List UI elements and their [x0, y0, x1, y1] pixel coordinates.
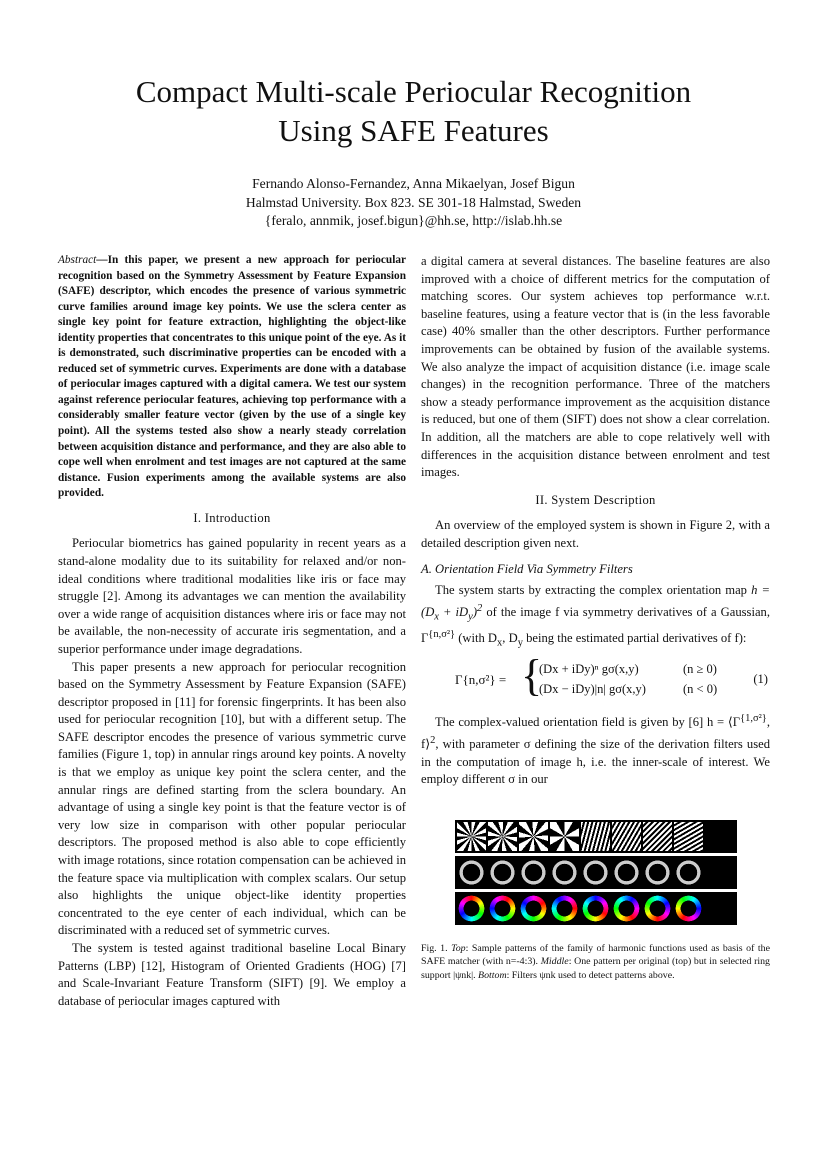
abstract-text: —In this paper, we present a new approach for periocular recognition based on the Symmetry Assessment by Feature Expansion (SAFE) descriptor, which encodes the presence of various symmetric curve families around image key points. We use the sclera center as single key point for feature extraction, highlighting the object-like identity properties that concentrates to this unique point of the eye. As it is demonstrated, such discriminative properties can be encoded with a reduced set of symmetric curves. Experiments are done with a database of periocular images captured with a digital camera. We test our system against reference periocular features, achieving top performance with a considerably smaller feature vector (given by the use of a single key point). All the systems tested also show a nearly steady correlation between acquisition distance and performance, and they are also able to cope well when enrolment and test images are not captured at the same distance. Fusion experiments among the available systems are also provided.	[58, 254, 406, 500]
equation-condition-1: (n ≥ 0)	[683, 662, 717, 677]
author-names: Fernando Alonso-Fernandez, Anna Mikaelyan, Josef Bigun	[252, 176, 575, 191]
intro-paragraph-3-continued: a digital camera at several distances. The baseline features are also improved with a choice of different metrics for the computation of matching scores. Our system achieves top performance w.r.t. baseline features, using a feature vector that is (in the less favorable case) 40% smaller than the other descriptors. Further performance improvements can be obtained by fusion of the available systems. We also analyze the impact of acquisition distance (i.e. image scale changes) in the recognition performance. Three of the matchers show a steady performance improvement as the acquisition distance is reduced, but one of them (SIFT) does not show a clear correlation. In addition, all the matchers are able to cope relatively well with differences in the acquisition distance between enrolment and test images.	[421, 254, 770, 480]
section-heading-introduction: I. Introduction	[193, 510, 271, 525]
section-heading-system-description: II. System Description	[535, 492, 656, 507]
paper-title	[60, 72, 767, 150]
figure-row-bottom-filters	[455, 892, 737, 925]
equation-row-1: (Dx + iDy)ⁿ gσ(x,y)	[539, 662, 639, 677]
filter-cell-bottom	[519, 894, 548, 923]
intro-paragraph-2: This paper presents a new approach for periocular recognition based on the Symmetry Assessment by Feature Expansion (SAFE) descriptor proposed in [11] for forensic fingerprints. It has been also used for periocular recognition [10], but with a different setup. The SAFE descriptor encodes the presence of various symmetric curve families (Figure 1, top) in annular rings around key points. A novelty is that we employ as unique key point the sclera center, and the annular rings are defined starting from the sclera boundary. An advantage of using a single key point is that the feature vector is of very low size in comparison with other popular periocular descriptors. The proposed method is also able to cope efficiently with image rotations, since rotation compensation can be achieved in the feature space via multiplication with complex scalars. Our setup also highlights the unique object-like identity properties concentrated to the eye center of each individual, which can be discriminated with a reduced set of symmetric curves.	[58, 659, 406, 938]
pattern-cell-top	[643, 822, 672, 851]
filter-cell-bottom	[457, 894, 486, 923]
intro-paragraph-1: Periocular biometrics has gained popularity in recent years as a stand-alone modality due to its suitability for relaxed and/or non-ideal conditions where traditional modalities like iris or face may struggle [2]. Among its advantages we can mention the availability over a wide range of acquisition distances where iris or face may not be available, the non-necessity of accurate iris segmentation, and a superior performance under image degradations.	[58, 536, 406, 656]
figure-row-middle-rings	[455, 856, 737, 889]
left-column	[58, 253, 406, 1010]
orientation-paragraph-1: The system starts by extracting the complex orientation map $h = (D_x + iD_y)^2$ of the image f via symmetry derivatives of a Gaussian, $\Gamma^{\{n,\sigma^2\}}$ (with $D_x$, $D_y$ being the estimated partial derivatives of f):	[421, 583, 770, 649]
figure-1-caption: Fig. 1. Top: Sample patterns of the family of harmonic functions used as basis of the SAFE matcher (with n=-4:3). Middle: One pattern per original (top) but in selected ring support |ψnk|. Bottom: Filters ψnk used to detect patterns above.	[421, 943, 770, 981]
ring-cell-middle	[612, 858, 641, 887]
title-line-1: Compact Multi-scale Periocular Recognition	[135, 74, 692, 109]
filter-cell-bottom	[612, 894, 641, 923]
pattern-cell-top	[488, 822, 517, 851]
equation-number: (1)	[753, 672, 768, 687]
filter-cell-bottom	[488, 894, 517, 923]
filter-cell-bottom	[581, 894, 610, 923]
pattern-cell-top	[674, 822, 703, 851]
ring-cell-middle	[550, 858, 579, 887]
pattern-cell-top	[612, 822, 641, 851]
equation-1	[421, 651, 770, 704]
contact-info: {feralo, annmik, josef.bigun}@hh.se, http://islab.hh.se	[264, 213, 563, 228]
filter-cell-bottom	[674, 894, 703, 923]
ring-cell-middle	[519, 858, 548, 887]
caption-label: Fig. 1.	[421, 943, 448, 954]
intro-paragraph-3: The system is tested against traditional baseline Local Binary Patterns (LBP) [12], Histogram of Oriented Gradients (HOG) [7] and Scale-Invariant Feature Transform (SIFT) [9]. We employ a database of periocular images captured with	[58, 941, 406, 1008]
right-column	[421, 253, 770, 789]
equation-row-2: (Dx − iDy)|n| gσ(x,y)	[539, 682, 646, 697]
ring-cell-middle	[457, 858, 486, 887]
abstract-label: Abstract	[58, 254, 97, 266]
orientation-paragraph-2: The complex-valued orientation field is given by [6] $h = ⟨\Gamma^{\{1,\sigma^2\}}$, f⟩$^2$, with parameter σ defining the size of the derivation filters used in the computation of image h, i.e. the inner-scale of interest. We employ different σ in our	[421, 713, 771, 787]
author-block	[60, 175, 767, 231]
pattern-cell-top	[550, 822, 579, 851]
equation-condition-2: (n < 0)	[683, 682, 718, 697]
abstract	[58, 253, 406, 502]
pattern-cell-top	[581, 822, 610, 851]
filter-cell-bottom	[550, 894, 579, 923]
ring-cell-middle	[643, 858, 672, 887]
ring-cell-middle	[488, 858, 517, 887]
subsection-heading-orientation-field: A. Orientation Field Via Symmetry Filters	[421, 561, 633, 576]
filter-cell-bottom	[643, 894, 672, 923]
ring-cell-middle	[581, 858, 610, 887]
affiliation: Halmstad University. Box 823. SE 301-18 Halmstad, Sweden	[245, 194, 582, 210]
figure-1	[455, 820, 737, 928]
ring-cell-middle	[674, 858, 703, 887]
equation-lhs: Γ{n,σ²} =	[455, 672, 507, 688]
equation-brace: {	[521, 651, 543, 701]
pattern-cell-top	[519, 822, 548, 851]
pattern-cell-top	[457, 822, 486, 851]
title-line-2: Using SAFE Features	[278, 113, 549, 148]
system-paragraph-1: An overview of the employed system is shown in Figure 2, with a detailed description given next.	[421, 518, 770, 550]
figure-row-top-patterns	[455, 820, 737, 853]
